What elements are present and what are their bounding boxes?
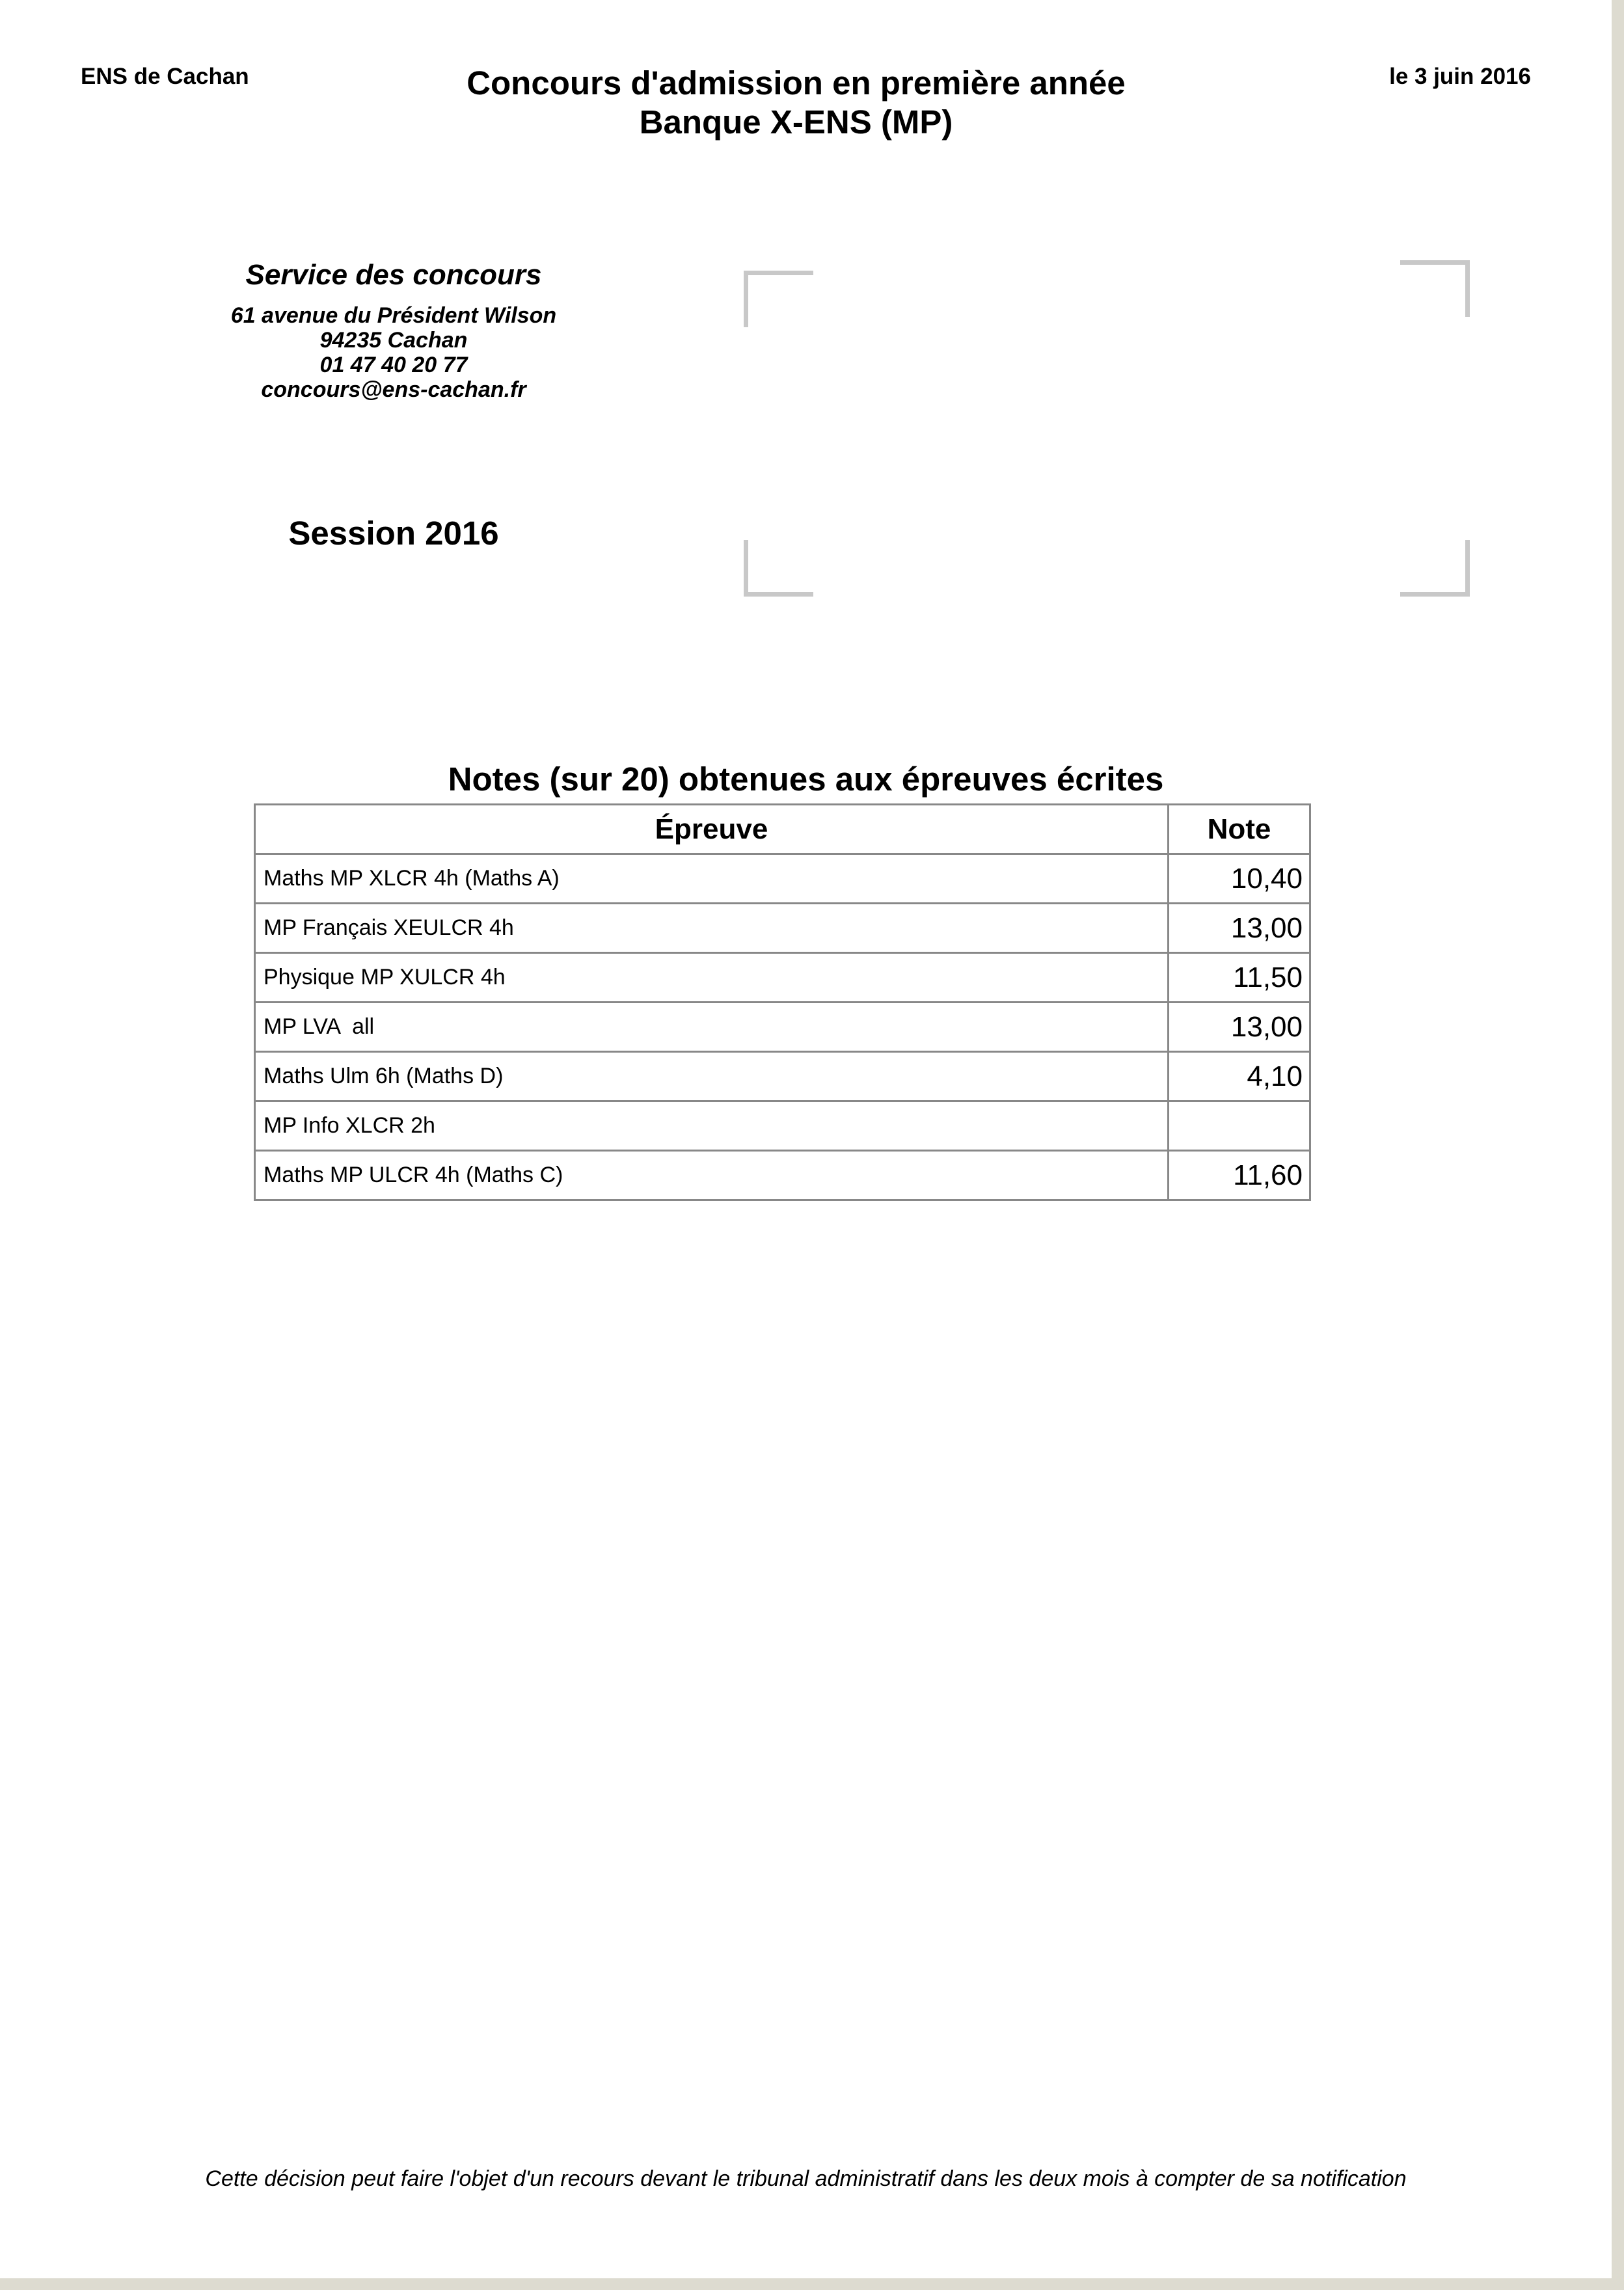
table-row (255, 904, 1310, 953)
service-title: Service des concours (245, 259, 542, 291)
table-row (255, 953, 1310, 1003)
exam-grade: 10,40 (1169, 854, 1310, 904)
table-row (255, 1052, 1310, 1101)
exam-grade: 11,60 (1169, 1151, 1310, 1200)
address-window-corner-top-left (744, 271, 813, 327)
table-row (255, 1003, 1310, 1052)
exam-grade: 13,00 (1169, 1003, 1310, 1052)
title-line-2: Banque X-ENS (MP) (639, 103, 953, 141)
exam-name: Maths Ulm 6h (Maths D) (255, 1052, 1169, 1101)
title-line-1: Concours d'admission en première année (467, 64, 1126, 101)
exam-name: Physique MP XULCR 4h (255, 953, 1169, 1003)
service-city: 94235 Cachan (319, 328, 468, 353)
grades-table-title: Notes (sur 20) obtenues aux épreuves écrites (448, 761, 1164, 798)
table-row (255, 1151, 1310, 1200)
service-address: 61 avenue du Président Wilson (230, 303, 557, 328)
grades-table-header (255, 805, 1310, 854)
address-window-corner-bottom-right (1400, 540, 1470, 597)
document-date: le 3 juin 2016 (1389, 64, 1531, 89)
session-label: Session 2016 (288, 515, 499, 552)
address-window-corner-top-right (1400, 260, 1470, 317)
service-block (195, 259, 592, 402)
exam-grade: 4,10 (1169, 1052, 1310, 1101)
exam-name: Maths MP ULCR 4h (Maths C) (255, 1151, 1169, 1200)
legal-notice: Cette décision peut faire l'objet d'un recours devant le tribunal administratif dans les deux mois à compter de sa notification (205, 2166, 1407, 2191)
exam-name: Maths MP XLCR 4h (Maths A) (255, 854, 1169, 904)
table-row (255, 854, 1310, 904)
exam-grade: 13,00 (1169, 904, 1310, 953)
column-header-exam: Épreuve (255, 805, 1169, 854)
service-phone: 01 47 40 20 77 (319, 353, 468, 377)
exam-name: MP LVA all (255, 1003, 1169, 1052)
address-window-corner-bottom-left (744, 540, 813, 597)
document-title (0, 64, 1592, 142)
exam-name: MP Info XLCR 2h (255, 1101, 1169, 1151)
table-row (255, 1101, 1310, 1151)
institution-name: ENS de Cachan (81, 64, 249, 89)
service-email: concours@ens-cachan.fr (261, 377, 526, 402)
exam-grade (1169, 1101, 1310, 1151)
grades-table (254, 803, 1311, 1201)
exam-grade: 11,50 (1169, 953, 1310, 1003)
exam-name: MP Français XEULCR 4h (255, 904, 1169, 953)
column-header-grade: Note (1169, 805, 1310, 854)
